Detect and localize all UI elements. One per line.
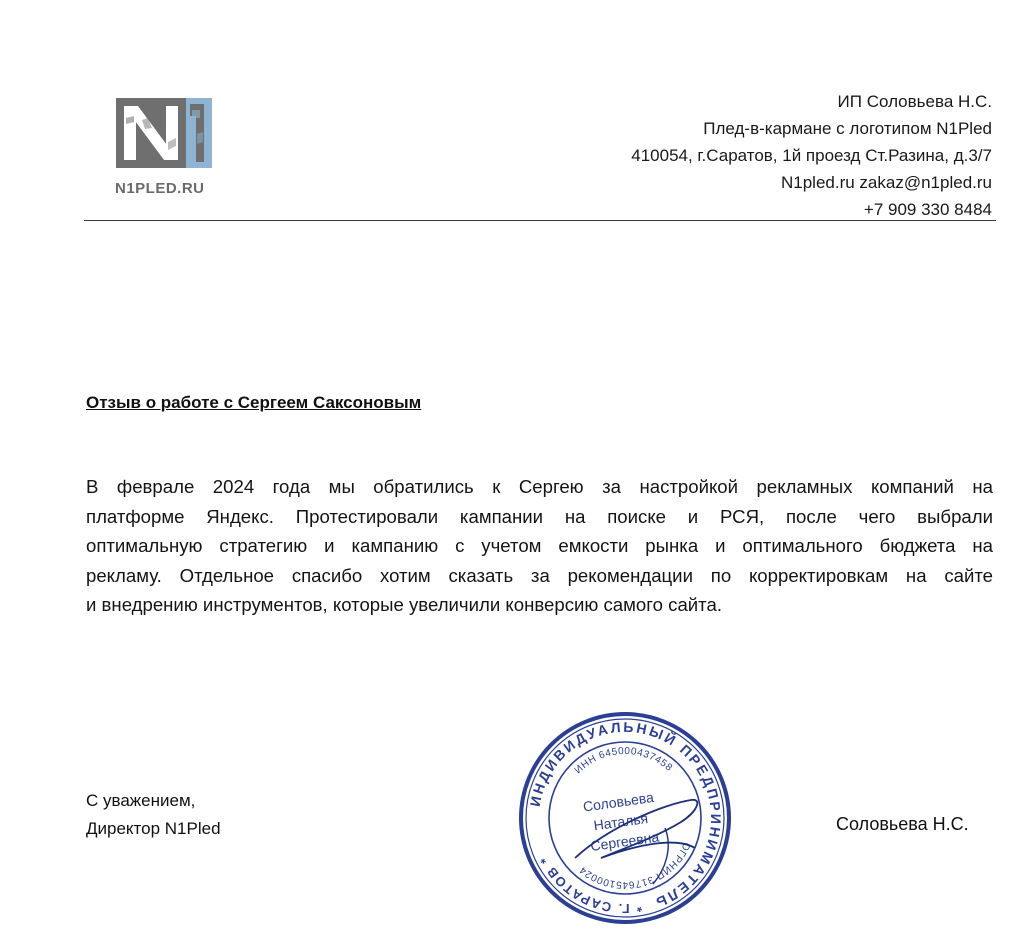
company-phone: +7 909 330 8484 xyxy=(863,200,992,219)
svg-text:Наталья: Наталья xyxy=(592,809,649,834)
svg-text:ИНН 645000437458: ИНН 645000437458 xyxy=(572,745,675,777)
company-web-email: N1pled.ru zakaz@n1pled.ru xyxy=(781,173,992,192)
official-stamp xyxy=(515,708,735,928)
svg-text:ИНДИВИДУАЛЬНЫЙ ПРЕДПРИНИМАТЕЛЬ: ИНДИВИДУАЛЬНЫЙ ПРЕДПРИНИМАТЕЛЬ xyxy=(526,718,725,912)
svg-text:Сергеевна: Сергеевна xyxy=(589,828,661,854)
closing-regards: С уважением, xyxy=(86,791,196,810)
company-name: ИП Соловьева Н.С. xyxy=(837,92,992,111)
svg-text:ОГРНИП 317645100024: ОГРНИП 317645100024 xyxy=(577,840,692,891)
letter-body-line: и внедрению инструментов, которые увеличили конверсию самого сайта. xyxy=(86,594,722,615)
svg-text:Соловьева: Соловьева xyxy=(581,788,655,815)
svg-text:* Г. САРАТОВ *: * Г. САРАТОВ * xyxy=(536,853,643,917)
n1-logo-mark xyxy=(112,98,216,168)
stamp-seal-graphic xyxy=(515,708,735,928)
letter-body-line: платформе Яндекс. Протестировали кампании на поиске и РСЯ, после чего выбрали xyxy=(86,505,993,527)
company-header xyxy=(631,88,992,223)
letter-body-line: оптимальную стратегию и кампанию с учетом емкости рынка и оптимального бюджета на xyxy=(86,535,993,556)
signer-name: Соловьева Н.С. xyxy=(836,814,969,834)
letter-title: Отзыв о работе с Сергеем Саксоновым xyxy=(86,393,422,412)
company-address: 410054, г.Саратов, 1й проезд Ст.Разина, д.3/7 xyxy=(631,146,992,165)
company-logo xyxy=(112,98,222,198)
letter-body xyxy=(86,472,993,620)
logo-site-name: N1PLED.RU xyxy=(115,180,205,197)
company-description: Плед-в-кармане с логотипом N1Pled xyxy=(703,119,992,138)
closing-block xyxy=(86,787,221,843)
letter-body-line: В феврале 2024 года мы обратились к Сергею за настройкой рекламных компаний на xyxy=(86,476,993,497)
signer-position: Директор N1Pled xyxy=(86,819,221,838)
letter-body-line: рекламу. Отдельное спасибо хотим сказать за рекомендации по корректировкам на сайте xyxy=(86,564,993,586)
header-divider xyxy=(84,220,996,221)
